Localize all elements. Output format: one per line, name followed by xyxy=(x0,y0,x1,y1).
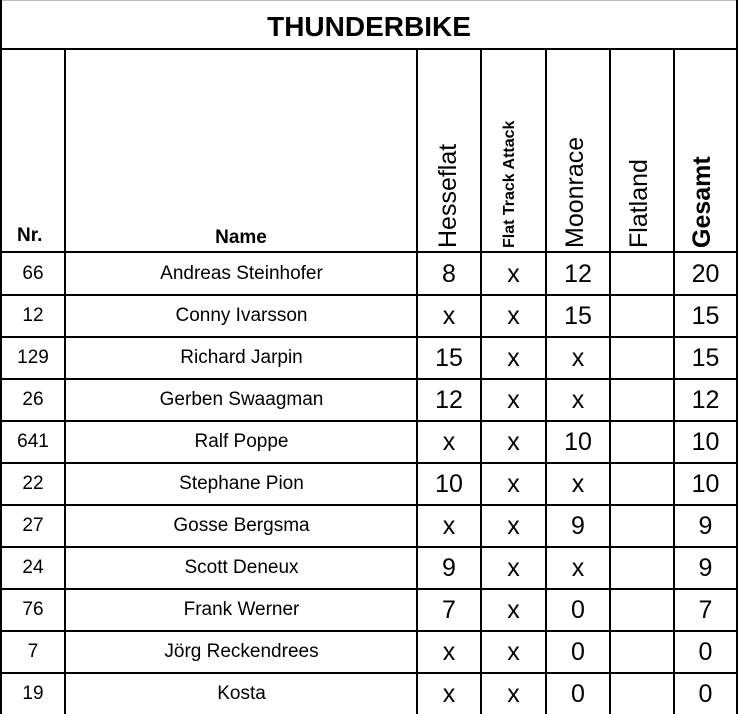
table-row xyxy=(0,589,738,631)
table-row xyxy=(0,337,738,379)
cell-flat-track-attack[interactable]: x xyxy=(507,386,520,414)
cell-hesseflat[interactable]: 7 xyxy=(442,596,456,624)
cell-flat-track-attack[interactable]: x xyxy=(507,470,520,498)
cell-flat-track-attack[interactable]: x xyxy=(507,302,520,330)
cell-nr[interactable]: 76 xyxy=(22,599,44,620)
cell-gesamt[interactable]: 7 xyxy=(698,596,713,624)
cell-flatland[interactable] xyxy=(611,505,673,547)
cell-flatland[interactable] xyxy=(611,379,673,421)
cell-gesamt[interactable]: 9 xyxy=(698,554,713,582)
table-row xyxy=(0,505,738,547)
table-row xyxy=(0,673,738,714)
cell-name[interactable]: Gerben Swaagman xyxy=(159,389,324,410)
cell-hesseflat[interactable]: x xyxy=(442,428,456,456)
table-row xyxy=(0,295,738,337)
cell-moonrace[interactable]: x xyxy=(571,344,585,372)
cell-nr[interactable]: 27 xyxy=(22,515,44,536)
cell-hesseflat[interactable]: x xyxy=(442,512,456,540)
header-hesseflat: Hesseflat xyxy=(434,143,462,248)
cell-gesamt[interactable]: 9 xyxy=(698,512,713,540)
cell-hesseflat[interactable]: 15 xyxy=(435,344,463,372)
cell-flatland[interactable] xyxy=(611,631,673,673)
cell-name[interactable]: Stephane Pion xyxy=(179,473,304,494)
cell-nr[interactable]: 7 xyxy=(27,641,39,662)
cell-name[interactable]: Gosse Bergsma xyxy=(173,515,310,536)
cell-gesamt[interactable]: 10 xyxy=(691,428,720,456)
cell-flatland[interactable] xyxy=(611,463,673,505)
cell-moonrace[interactable]: x xyxy=(571,470,585,498)
top-border xyxy=(0,0,738,1)
header-flat-track-attack: Flat Track Attack xyxy=(501,120,518,248)
cell-gesamt[interactable]: 10 xyxy=(691,470,720,498)
cell-name[interactable]: Frank Werner xyxy=(183,599,300,620)
header-nr: Nr. xyxy=(17,225,43,246)
cell-hesseflat[interactable]: x xyxy=(442,680,456,708)
cell-nr[interactable]: 12 xyxy=(22,305,44,326)
header-flatland: Flatland xyxy=(625,159,653,248)
cell-hesseflat[interactable]: 12 xyxy=(435,386,463,414)
cell-name[interactable]: Jörg Reckendrees xyxy=(164,641,319,662)
cell-name[interactable]: Andreas Steinhofer xyxy=(160,263,323,284)
cell-hesseflat[interactable]: x xyxy=(442,302,456,330)
cell-flat-track-attack[interactable]: x xyxy=(507,260,520,288)
cell-flatland[interactable] xyxy=(611,589,673,631)
cell-flat-track-attack[interactable]: x xyxy=(507,554,520,582)
cell-flat-track-attack[interactable]: x xyxy=(507,680,520,708)
table-row xyxy=(0,379,738,421)
cell-gesamt[interactable]: 0 xyxy=(698,680,713,708)
cell-hesseflat[interactable]: x xyxy=(442,638,456,666)
cell-moonrace[interactable]: 12 xyxy=(564,260,592,288)
cell-flatland[interactable] xyxy=(611,295,673,337)
cell-name[interactable]: Kosta xyxy=(217,683,266,704)
cell-gesamt[interactable]: 20 xyxy=(691,260,720,288)
cell-name[interactable]: Ralf Poppe xyxy=(194,431,289,452)
table-row xyxy=(0,631,738,673)
cell-name[interactable]: Conny Ivarsson xyxy=(175,305,308,326)
table-row xyxy=(0,421,738,463)
cell-gesamt[interactable]: 12 xyxy=(691,386,720,414)
cell-flat-track-attack[interactable]: x xyxy=(507,344,520,372)
cell-nr[interactable]: 129 xyxy=(17,347,49,368)
table-row xyxy=(0,253,738,295)
cell-flatland[interactable] xyxy=(611,547,673,589)
cell-name[interactable]: Richard Jarpin xyxy=(180,347,303,368)
cell-hesseflat[interactable]: 8 xyxy=(442,260,456,288)
cell-nr[interactable]: 24 xyxy=(22,557,44,578)
cell-moonrace[interactable]: 15 xyxy=(564,302,592,330)
header-name: Name xyxy=(215,227,267,248)
header-moonrace: Moonrace xyxy=(561,136,589,248)
cell-gesamt[interactable]: 0 xyxy=(698,638,713,666)
cell-nr[interactable]: 26 xyxy=(22,389,44,410)
cell-moonrace[interactable]: 0 xyxy=(571,680,585,708)
cell-flatland[interactable] xyxy=(611,337,673,379)
cell-moonrace[interactable]: x xyxy=(571,554,585,582)
cell-moonrace[interactable]: 0 xyxy=(571,596,585,624)
cell-gesamt[interactable]: 15 xyxy=(691,302,720,330)
cell-nr[interactable]: 22 xyxy=(22,473,44,494)
cell-flatland[interactable] xyxy=(611,253,673,295)
cell-hesseflat[interactable]: 9 xyxy=(442,554,456,582)
cell-flat-track-attack[interactable]: x xyxy=(507,638,520,666)
cell-moonrace[interactable]: 9 xyxy=(571,512,585,540)
cell-moonrace[interactable]: 10 xyxy=(564,428,592,456)
cell-name[interactable]: Scott Deneux xyxy=(184,557,299,578)
cell-flatland[interactable] xyxy=(611,421,673,463)
cell-flat-track-attack[interactable]: x xyxy=(507,512,520,540)
cell-nr[interactable]: 19 xyxy=(22,683,44,704)
cell-moonrace[interactable]: x xyxy=(571,386,585,414)
sheet-title: THUNDERBIKE xyxy=(267,11,471,42)
header-gesamt: Gesamt xyxy=(688,156,716,248)
table-row xyxy=(0,547,738,589)
table-row xyxy=(0,463,738,505)
cell-moonrace[interactable]: 0 xyxy=(571,638,585,666)
cell-flat-track-attack[interactable]: x xyxy=(507,428,520,456)
cell-hesseflat[interactable]: 10 xyxy=(435,470,463,498)
cell-nr[interactable]: 641 xyxy=(17,431,49,452)
cell-flat-track-attack[interactable]: x xyxy=(507,596,520,624)
cell-flatland[interactable] xyxy=(611,673,673,714)
cell-gesamt[interactable]: 15 xyxy=(691,344,720,372)
cell-nr[interactable]: 66 xyxy=(22,263,44,284)
